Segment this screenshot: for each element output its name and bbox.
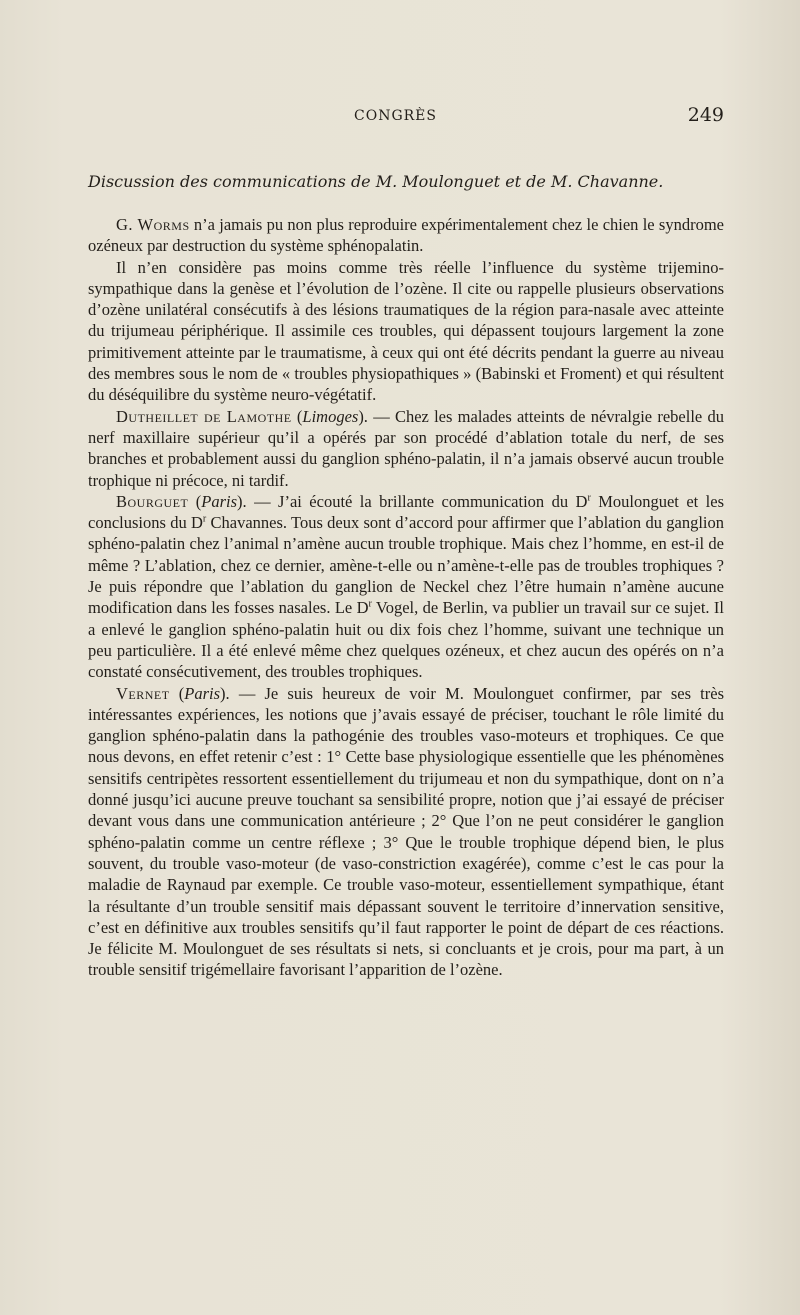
speaker-name: Bourguet: [116, 491, 189, 511]
paragraph-vernet: [88, 683, 724, 981]
location-close: ).: [220, 683, 230, 703]
location-open: (: [291, 406, 303, 426]
location-close: ).: [237, 491, 247, 511]
paragraph-worms: [88, 214, 724, 257]
paragraph-dutheillet: [88, 406, 724, 491]
speaker-name: Vernet: [116, 683, 170, 703]
speaker-location: Paris: [201, 491, 238, 511]
page-header: [84, 104, 724, 132]
paragraph-text: Chavannes. Tous deux sont d’accord pour affirmer que l’ablation du ganglion sphéno-palatin chez l’animal n’amène aucun trouble trophique. Mais chez l’homme, en est-il de même ? L’ablation, chez ce dernier, amène-t-elle ou n’amène-t-elle pas de troubles trophiques ? Je puis répondre que l’ablation du ganglion de Neckel chez l’être humain n’amène aucune modification dans les fosses nasales. Le D: [88, 513, 724, 618]
speaker-name: Dutheillet de Lamothe: [116, 406, 292, 426]
paragraph-text: — Chez les malades atteints de névralgie rebelle du nerf maxillaire supérieur qu’il a opérés par son procédé d’ablation totale du nerf, de ses branches et probablement aussi du ganglion sphéno-palatin, il n’a jamais observé aucun trouble trophique ni précoce, ni tardif.: [88, 406, 724, 490]
location-open: (: [169, 683, 185, 703]
location-open: (: [188, 491, 202, 511]
page-number: 249: [687, 104, 724, 126]
paragraph-worms-continued: [88, 257, 724, 406]
section-title: Discussion des communications de M. Moulonguet et de M. Chavanne.: [88, 172, 664, 191]
paragraph-text: Vogel, de Berlin, va publier un travail sur ce sujet. Il a enlevé le ganglion sphéno-palatin huit ou dix fois chez l’homme, suivant une technique un peu particulière. Il a été enlevé même chez quelques ozéneux, et chez aucun des opérés on n’a constaté consécutivement, des troubles trophiques.: [88, 598, 724, 682]
speaker-location: Paris: [184, 683, 221, 703]
paragraph-text: n’a jamais pu non plus reproduire expérimentalement chez le chien le syndrome ozéneux par destruction du système sphénopalatin.: [88, 215, 724, 256]
paragraph-text: — J’ai écouté la brillante communication du D: [246, 491, 588, 511]
running-head: CONGRÈS: [354, 108, 437, 124]
speaker-location: Limoges: [302, 406, 359, 426]
superscript: r: [368, 598, 372, 610]
paragraph-bourguet: [88, 491, 724, 683]
speaker-name: G. Worms: [116, 215, 190, 234]
body-text: [88, 214, 724, 981]
paragraph-text: Moulonguet et les conclusions du D: [88, 491, 724, 533]
paragraph-text: Il n’en considère pas moins comme très réelle l’influence du système trijemino-sympathique dans la genèse et l’évolution de l’ozène. Il cite ou rappelle plusieurs observations d’ozène unilatéral consécutifs à des lésions traumatiques de la région para-nasale avec atteinte du trijumeau périphérique. Il assimile ces troubles, qui dépassent toujours largement la zone primitivement atteinte par le traumatisme, à ceux qui ont été décrits pendant la guerre au niveau des membres sous le nom de « troubles physiopathiques » (Babinski et Froment) et qui résultent du déséquilibre du système neuro-végétatif.: [88, 257, 724, 405]
location-close: ).: [358, 406, 368, 426]
superscript: r: [587, 492, 591, 504]
superscript: r: [202, 513, 207, 525]
paragraph-text: — Je suis heureux de voir M. Moulonguet confirmer, par ses très intéressantes expériences, les notions que j’avais essayé de préciser, touchant le rôle limité du ganglion sphéno-palatin dans la pathogénie des troubles vaso-moteurs et trophiques. Ce que nous devons, en effet retenir c’est : 1° Cette base physiologique essentielle que les phénomènes sensitifs centripètes ressortent essentiellement du trijumeau et non du sympathique, dont on n’a donné jusqu’ici aucune preuve touchant sa sensibilité propre, notion que j’ai essayé de préciser devant vous dans une communication antérieure ; 2° Que l’on ne peut considérer le ganglion sphéno-palatin comme un centre réflexe ; 3° Que le trouble trophique dépend bien, le plus souvent, du trouble vaso-moteur (de vaso-constriction exagérée), comme c’est le cas pour la maladie de Raynaud par exemple. Ce trouble vaso-moteur, essentiellement sympathique, étant la résultante d’un trouble sensitif mais dépassant souvent le territoire d’innervation sensitive, c’est en définitive aux troubles sensitifs qu’il faut rapporter le point de départ de ces réactions. Je félicite M. Moulonguet de ses résultats si nets, si concluants et je crois, pour ma part, à un trouble sensitif trigémellaire favorisant l’apparition de l’ozène.: [88, 683, 724, 980]
